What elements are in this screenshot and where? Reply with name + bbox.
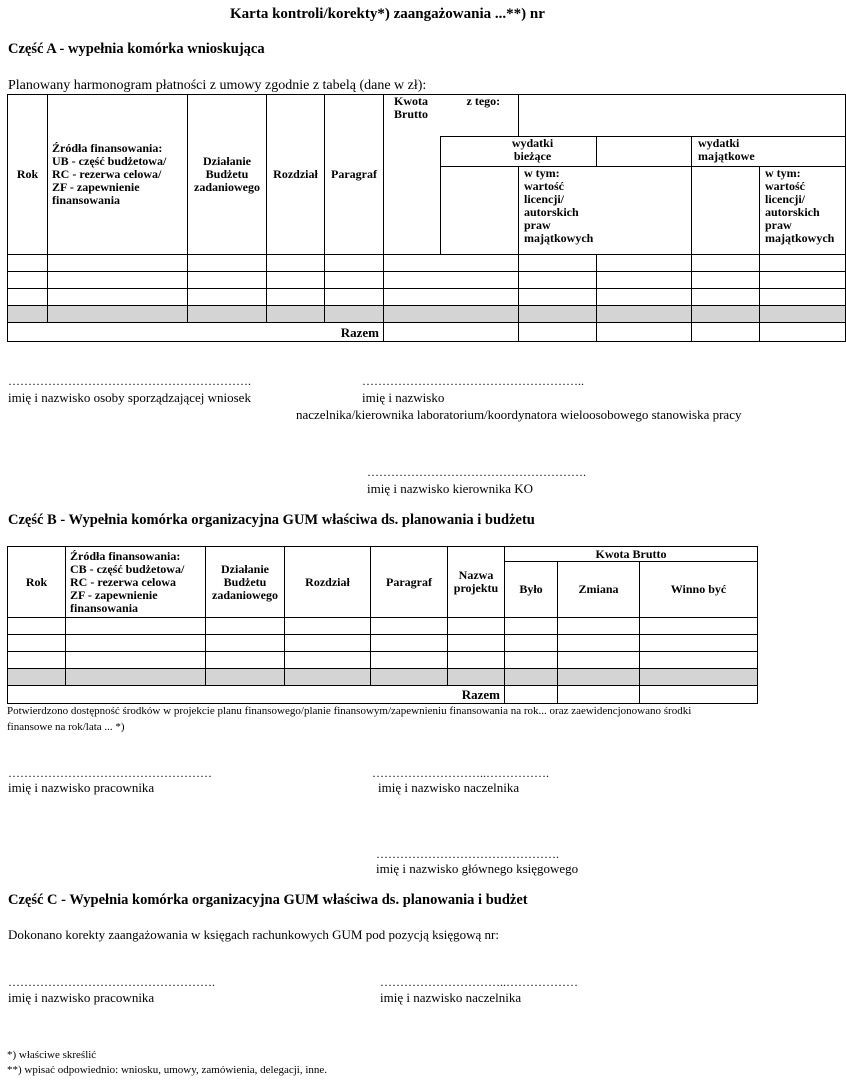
document-title: Karta kontroli/korekty*) zaangażowania ...**) nr xyxy=(230,6,545,22)
footnote-2: **) wpisać odpowiednio: wniosku, umowy, zamówienia, delegacji, inne. xyxy=(7,1064,328,1076)
part-c-text: Dokonano korekty zaangażowania w księgach rachunkowych GUM pod pozycją księgową nr: xyxy=(8,927,499,942)
table-cell[interactable] xyxy=(8,635,66,652)
b-col-kwota-brutto: Kwota Brutto xyxy=(505,547,758,562)
sig-b1-label: imię i nazwisko pracownika xyxy=(8,780,155,795)
table-cell[interactable] xyxy=(8,255,48,272)
sig-c1-label: imię i nazwisko pracownika xyxy=(8,990,155,1005)
sig-a1-label: imię i nazwisko osoby sporządzającej wniosek xyxy=(8,390,251,405)
col-wydatki-biezace: wydatki bieżące xyxy=(441,137,597,167)
col-w-tym-1: w tym: wartość licencji/ autorskich praw majątkowych xyxy=(519,167,692,255)
footnote-1: *) właściwe skreślić xyxy=(7,1049,97,1061)
col-kwota-brutto: Kwota Brutto xyxy=(384,95,441,255)
b-col-paragraf: Paragraf xyxy=(371,547,448,618)
table-cell-gray xyxy=(8,669,66,686)
col-rozdzial: Rozdział xyxy=(267,95,325,255)
b-col-bylo: Było xyxy=(505,562,558,618)
col-wydatki-majatkowe: wydatki majątkowe xyxy=(692,137,846,167)
sig-c2-label: imię i nazwisko naczelnika xyxy=(380,990,522,1005)
header-blank-4 xyxy=(692,167,760,255)
b-col-winno-byc: Winno być xyxy=(640,562,758,618)
col-rok: Rok xyxy=(8,95,48,255)
col-paragraf: Paragraf xyxy=(325,95,384,255)
part-c-heading: Część C - Wypełnia komórka organizacyjna GUM właściwa ds. planowania i budżet xyxy=(8,892,528,908)
b-total-label: Razem xyxy=(8,686,505,704)
sig-a2-line: ……………………………………………….. xyxy=(362,374,584,388)
table-cell-gray xyxy=(8,306,48,323)
col-dzialanie: Działanie Budżetu zadaniowego xyxy=(188,95,267,255)
b-col-dzialanie: Działanie Budżetu zadaniowego xyxy=(206,547,285,618)
sig-a3-line: ………………………………………………. xyxy=(367,465,586,479)
col-z-tego: z tego: xyxy=(441,95,519,137)
sig-b2-line: ………………………..……………. xyxy=(372,766,549,780)
table-cell[interactable] xyxy=(8,652,66,669)
col-w-tym-2: w tym: wartość licencji/ autorskich praw majątkowych xyxy=(760,167,846,255)
b-col-rok: Rok xyxy=(8,547,66,618)
sig-b3-line: ………………………………………. xyxy=(376,847,559,861)
table-cell[interactable] xyxy=(8,289,48,306)
total-cell[interactable] xyxy=(384,323,519,342)
sig-b2-label: imię i nazwisko naczelnika xyxy=(378,780,520,795)
sig-a3-label: imię i nazwisko kierownika KO xyxy=(367,481,534,496)
part-a-intro: Planowany harmonogram płatności z umowy zgodnie z tabelą (dane w zł): xyxy=(8,78,427,93)
header-blank-2 xyxy=(597,137,692,167)
b-col-nazwa-projektu: Nazwa projektu xyxy=(448,547,505,618)
part-a-heading: Część A - wypełnia komórka wnioskująca xyxy=(8,41,265,57)
col-zrodla: Źródła finansowania: UB - część budżetowa/ RC - rezerwa celowa/ ZF - zapewnienie finansowania xyxy=(48,95,188,255)
part-b-confirm-line1: Potwierdzono dostępność środków w projekcie planu finansowego/planie finansowym/zapewnieniu finansowania na rok... oraz zaewidencjonowano środki xyxy=(7,705,692,717)
header-blank xyxy=(519,95,846,137)
sig-b1-line: …………………………………………… xyxy=(8,766,212,780)
sig-c2-line: …………………………..……………… xyxy=(380,975,578,989)
sig-a1-line: ……………………………………………………. xyxy=(8,374,251,388)
total-label: Razem xyxy=(8,323,384,342)
sig-a2-sublabel: naczelnika/kierownika laboratorium/koordynatora wieloosobowego stanowiska pracy xyxy=(296,407,742,422)
part-b-confirm-line2: finansowe na rok/lata ... *) xyxy=(7,721,125,733)
b-col-zmiana: Zmiana xyxy=(558,562,640,618)
part-b-heading: Część B - Wypełnia komórka organizacyjna GUM właściwa ds. planowania i budżetu xyxy=(8,512,535,528)
b-col-rozdzial: Rozdział xyxy=(285,547,371,618)
part-b-table xyxy=(7,546,758,704)
sig-a2-label: imię i nazwisko xyxy=(362,390,445,405)
table-cell[interactable] xyxy=(8,618,66,635)
part-a-table xyxy=(7,94,846,342)
sig-c1-line: ……………………………………………. xyxy=(8,975,215,989)
b-total-cell[interactable] xyxy=(505,686,558,704)
b-col-zrodla: Źródła finansowania: CB - część budżetowa/ RC - rezerwa celowa ZF - zapewnienie finansowania xyxy=(66,547,206,618)
sig-b3-label: imię i nazwisko głównego księgowego xyxy=(376,861,579,876)
header-blank-3 xyxy=(441,167,519,255)
table-cell[interactable] xyxy=(8,272,48,289)
